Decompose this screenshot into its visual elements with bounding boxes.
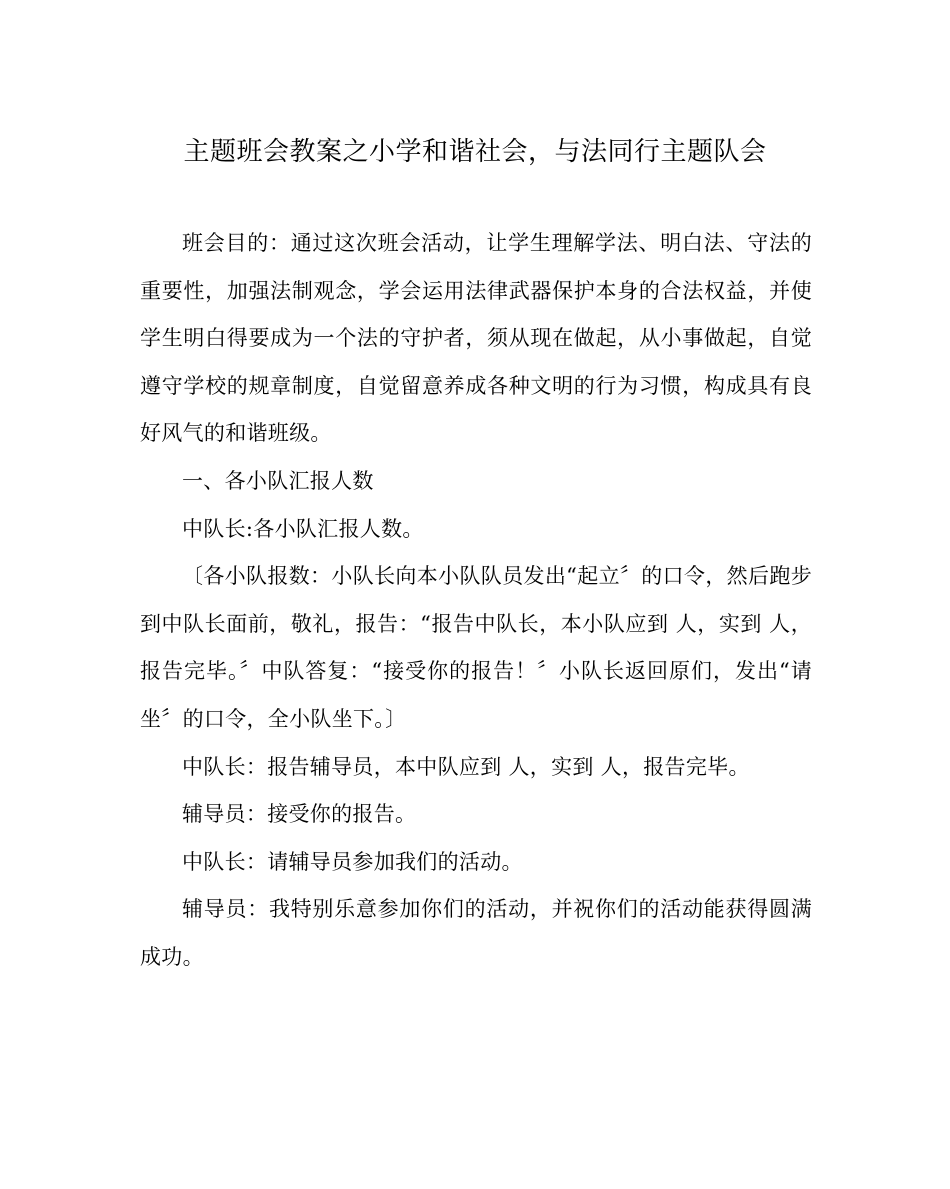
paragraph: 辅导员：接受你的报告。 [182,802,417,827]
paragraph: 〔各小队报数：小队长向本小队队员发出“起立〞的口令，然后跑步到中队长面前，敬礼，报告：“报告中队长，本小队应到 人，实到 人，报告完毕。〞中队答复：“接受你的报告！〞小队长返回原们，发出“请坐〞的口令，全小队坐下。〕 [140,564,812,731]
paragraph: 辅导员：我特别乐意参加你们的活动，并祝你们的活动能获得圆满成功。 [140,897,812,969]
document-title: 主题班会教案之小学和谐社会，与法同行主题队会 [183,137,767,167]
paragraph: 中队长：报告辅导员，本中队应到 人，实到 人，报告完毕。 [182,754,750,779]
section-heading: 一、各小队汇报人数 [182,468,374,493]
document-body [140,220,812,982]
paragraph: 中队长:各小队汇报人数。 [182,516,424,541]
paragraph: 中队长：请辅导员参加我们的活动。 [182,849,523,874]
paragraph-purpose: 班会目的：通过这次班会活动，让学生理解学法、明白法、守法的重要性，加强法制观念，学会运用法律武器保护本身的合法权益，并使学生明白得要成为一个法的守护者，须从现在做起，从小事做起，自觉遵守学校的规章制度，自觉留意养成各种文明的行为习惯，构成具有良好风气的和谐班级。 [140,231,812,446]
